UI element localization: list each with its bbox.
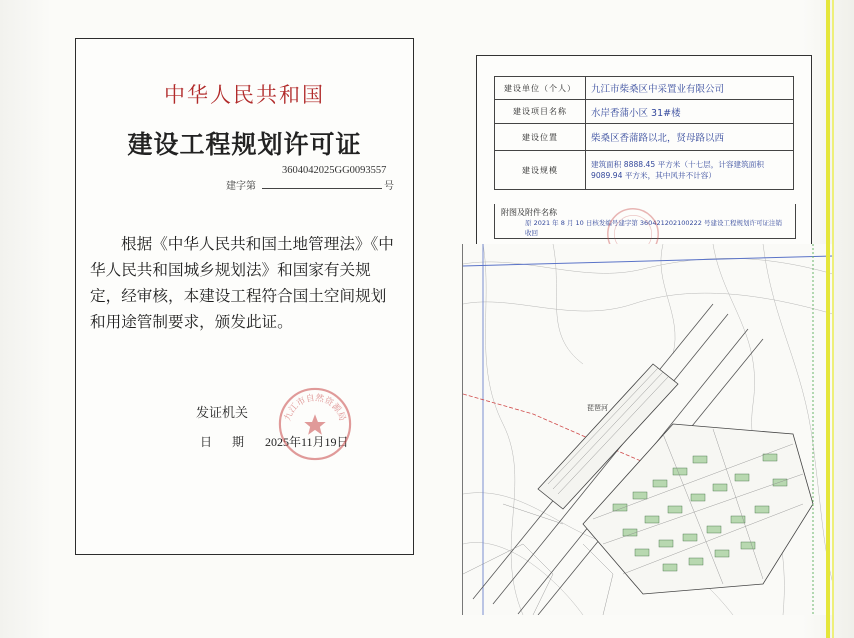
site-plan-map (462, 244, 833, 615)
issuer-label: 发证机关 (196, 406, 249, 421)
details-page (476, 55, 812, 247)
row-label: 建设规模 (495, 151, 586, 190)
highlight-mark-secondary (832, 0, 834, 638)
official-seal-icon (276, 385, 354, 463)
row-label: 建设单位（个人） (495, 77, 586, 100)
attachments-note: 原 2021 年 8 月 10 日核发编号建字第 360421202100222 号建设工程规划许可证注销收回 (525, 219, 783, 237)
row-label: 建设项目名称 (495, 100, 586, 124)
certificate-number-label: 建字第 (226, 181, 256, 192)
details-table (494, 76, 794, 190)
certificate-number: 3604042025GG0093557 (282, 165, 387, 176)
row-value: 水岸香蒲小区 31#楼 (586, 100, 794, 124)
seal-text: 九江市自然资源局 (283, 393, 347, 423)
row-label: 建设位置 (495, 124, 586, 151)
certificate-page (75, 38, 414, 555)
table-row (495, 100, 794, 124)
table-row (495, 151, 794, 190)
certificate-body-text: 根据《中华人民共和国土地管理法》《中华人民共和国城乡规划法》和国家有关规定，经审核，本建设工程符合国土空间规划和用途管制要求，颁发此证。 (90, 235, 394, 331)
table-row (495, 77, 794, 100)
row-value: 九江市柴桑区中采置业有限公司 (586, 77, 794, 100)
certificate-title: 建设工程规划许可证 (127, 130, 362, 159)
country-name: 中华人民共和国 (164, 83, 325, 107)
issue-date: 2025年11月19日 (265, 435, 349, 449)
certificate-number-underline (262, 188, 382, 189)
row-value: 建筑面积 8888.45 平方米（十七层，计容建筑面积 9089.94 平方米，其中风井不计容） (586, 151, 794, 190)
road-label: 琵琶河 (587, 404, 608, 412)
certificate-number-suffix: 号 (384, 181, 394, 192)
date-label: 日期 (200, 435, 265, 449)
attachments-label: 附图及附件名称 (501, 208, 557, 217)
site-plan-drawing (463, 244, 833, 615)
row-value: 柴桑区香蒲路以北，贤母路以西 (586, 124, 794, 151)
highlight-mark (826, 0, 830, 638)
table-row (495, 124, 794, 151)
